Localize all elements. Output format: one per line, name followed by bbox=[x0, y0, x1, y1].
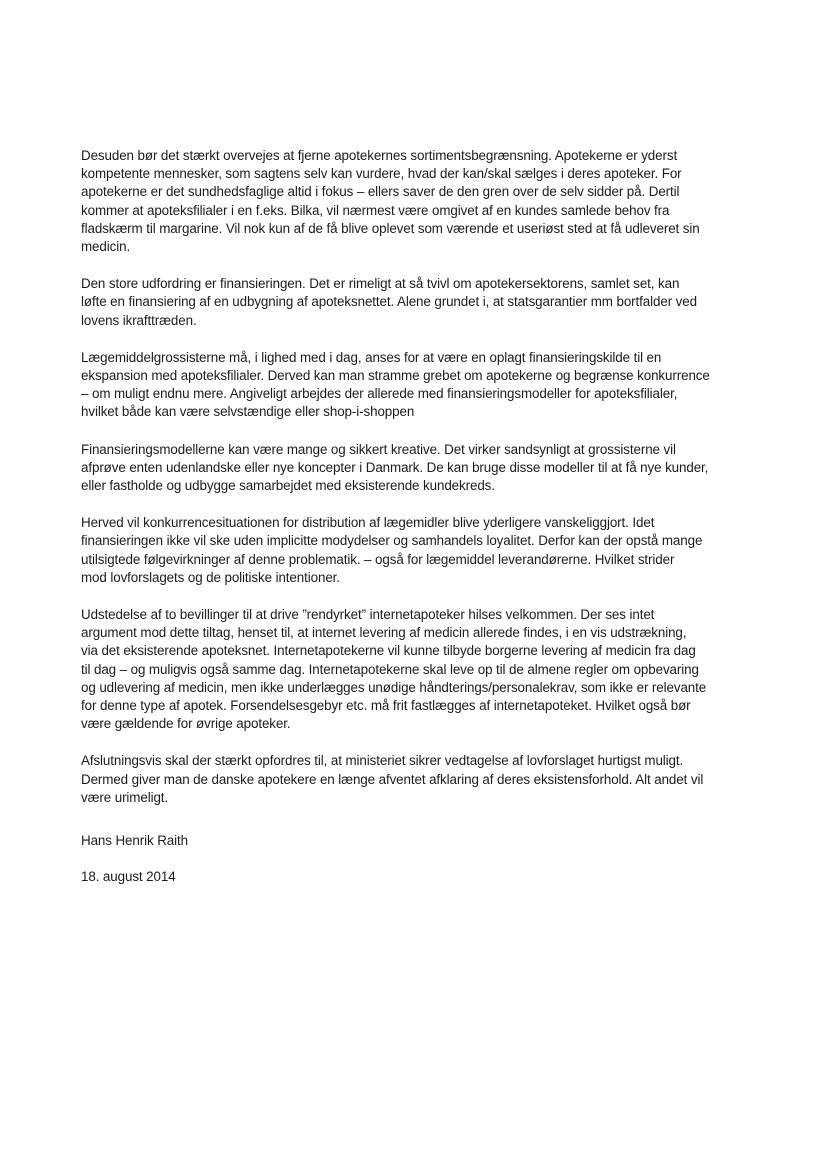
paragraph-financing: Den store udfordring er finansieringen. Det er rimeligt at så tvivl om apotekersektorens, samlet set, kan løfte en finansiering af en udbygning af apoteksnettet. Alene grundet i, at statsgarantier mm bortfalder ved lovens ikrafttræden. bbox=[81, 276, 697, 328]
paragraph-assortment-restriction: Desuden bør det stærkt overvejes at fjerne apotekernes sortimentsbegrænsning. Apotekerne er yderst kompetente mennesker, som sagtens selv kan vurdere, hvad der kan/skal sælges i deres apoteker. For apotekerne er det sundhedsfaglige altid i fokus – ellers saver de den gren over de selv sidder på. Dertil kommer at apoteksfilialer i en f.eks. Bilka, vil nærmest være omgivet af en kundes samlede behov fra fladskærm til margarine. Vil nok kun af de få blive oplevet som værende et useriøst sted at få udleveret sin medicin. bbox=[81, 148, 700, 255]
signature-name: Hans Henrik Raith bbox=[81, 833, 188, 849]
paragraph-internet-pharmacies: Udstedelse af to bevillinger til at drive ”rendyrket” internetapoteker hilses velkommen. Der ses intet argument mod dette tiltag, henset til, at internet levering af medicin allerede findes, i en vis udstrækning, via det eksisterende apoteksnet. Internetapotekerne vil kunne tilbyde borgerne levering af medicin fra dag til dag – og muligvis også samme dag. Internetapotekerne skal leve op til de almene regler om opbevaring og udlevering af medicin, men ikke underlægges unødige håndterings/personalekrav, som ikke er relevante for denne type af apotek. Forsendelsesgebyr etc. må frit fastlægges af internetapoteket. Hvilket også bør være gældende for øvrige apoteker. bbox=[81, 607, 707, 732]
paragraph-conclusion: Afslutningsvis skal der stærkt opfordres til, at ministeriet sikrer vedtagelse af lovforslaget hurtigst muligt. Dermed giver man de danske apotekere en længe afventet afklaring af deres eksistensforhold. Alt andet vil være urimeligt. bbox=[81, 753, 704, 805]
letter-date: 18. august 2014 bbox=[81, 869, 176, 885]
paragraph-competition: Herved vil konkurrencesituationen for distribution af lægemidler blive yderligere vanskeliggjort. Idet finansieringen ikke vil ske uden implicitte modydelser og samhandels loyalitet. Derfor kan der opstå mange utilsigtede følgevirkninger af denne problematik. – også for lægemiddel leverandørerne. Hvilket strider mod lovforslagets og de politiske intentioner. bbox=[81, 515, 703, 585]
paragraph-financing-models: Finansieringsmodellerne kan være mange og sikkert kreative. Det virker sandsynligt at grossisterne vil afprøve enten udenlandske eller nye koncepter i Danmark. De kan bruge disse modeller til at få nye kunder, eller fastholde og udbygge samarbejdet med eksisterende kundekreds. bbox=[81, 441, 709, 494]
letter-body bbox=[81, 147, 761, 887]
paragraph-wholesalers: Lægemiddelgrossisterne må, i lighed med i dag, anses for at være en oplagt finansieringskilde til en ekspansion med apoteksfilialer. Derved kan man stramme grebet om apotekerne og begrænse konkurrence – om muligt endnu mere. Angiveligt arbejdes der allerede med finansieringsmodeller for apoteksfilialer, hvilket både kan være selvstændige eller shop-i-shoppen bbox=[81, 349, 710, 420]
